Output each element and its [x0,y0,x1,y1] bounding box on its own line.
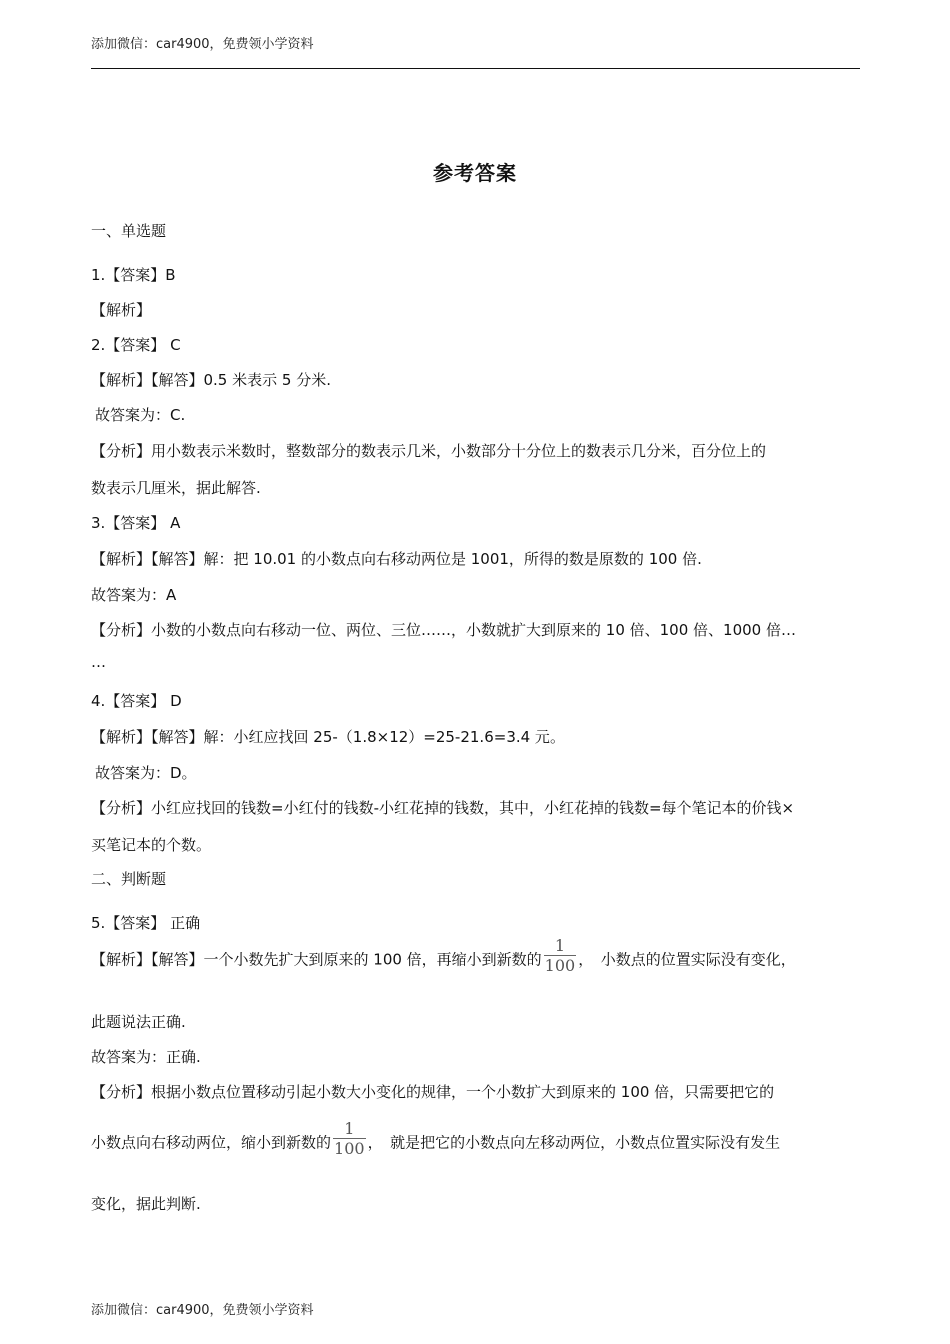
q2-fenxi-line2: 数表示几厘米，据此解答. [91,479,261,497]
q5-fenxi-line1: 【分析】根据小数点位置移动引起小数大小变化的规律，一个小数扩大到原来的 100 倍，只需要把它的 [91,1083,775,1101]
q5-jiexi-text-a: 【解析】【解答】一个小数先扩大到原来的 100 倍，再缩小到新数的 [91,950,542,969]
page-title: 参考答案 [433,161,517,185]
q3-fenxi-line2: … [91,653,106,671]
q3-fenxi-line1: 【分析】小数的小数点向右移动一位、两位、三位……，小数就扩大到原来的 10 倍、100 倍、1000 倍… [91,621,796,639]
q5-conclusion: 故答案为：正确. [91,1048,201,1066]
q5-fenxi-line3: 变化，据此判断. [91,1195,201,1213]
q1-analysis: 【解析】 [91,301,152,319]
q3-jiexi: 【解析】【解答】解：把 10.01 的小数点向右移动两位是 1001，所得的数是原数的 100 倍. [91,550,702,568]
header-rule [91,68,860,69]
q5-jiexi-line1 [91,936,796,978]
q3-answer: 3.【答案】 A [91,514,181,532]
q5-jiexi-line2: 此题说法正确. [91,1013,186,1031]
q4-fenxi-line1: 【分析】小红应找回的钱数=小红付的钱数-小红花掉的钱数，其中，小红花掉的钱数=每个笔记本的价钱× [91,799,795,817]
q5-jiexi-text-b: ， 小数点的位置实际没有变化， [578,950,796,969]
q2-answer: 2.【答案】 C [91,336,181,354]
q5-fenxi-text-b: ， 就是把它的小数点向左移动两位，小数点位置实际没有发生 [367,1133,781,1152]
section-single-choice: 一、单选题 [91,222,167,240]
section-true-false: 二、判断题 [91,870,167,888]
q5-fenxi-line2 [91,1119,781,1161]
q4-conclusion: 故答案为：D。 [95,764,197,782]
fraction-one-hundredth: $\frac{1}{100}$ [544,936,576,975]
q2-jiexi: 【解析】【解答】0.5 米表示 5 分米. [91,371,331,389]
fraction-one-hundredth-2: $\frac{1}{100}$ [334,1119,365,1158]
q4-answer: 4.【答案】 D [91,692,182,710]
page-footer: 添加微信：car4900，免费领小学资料 [91,1303,314,1318]
q1-answer: 1.【答案】B [91,266,176,284]
q5-answer: 5.【答案】 正确 [91,914,201,932]
q4-jiexi: 【解析】【解答】解：小红应找回 25-（1.8×12）=25-21.6=3.4 元。 [91,728,565,746]
q2-conclusion: 故答案为：C. [95,406,186,424]
q3-conclusion: 故答案为：A [91,586,177,604]
q5-fenxi-text-a: 小数点向右移动两位，缩小到新数的 [91,1133,332,1152]
q2-fenxi-line1: 【分析】用小数表示米数时，整数部分的数表示几米，小数部分十分位上的数表示几分米，百分位上的 [91,442,767,460]
q4-fenxi-line2: 买笔记本的个数。 [91,836,212,854]
page-header: 添加微信：car4900，免费领小学资料 [91,37,314,52]
